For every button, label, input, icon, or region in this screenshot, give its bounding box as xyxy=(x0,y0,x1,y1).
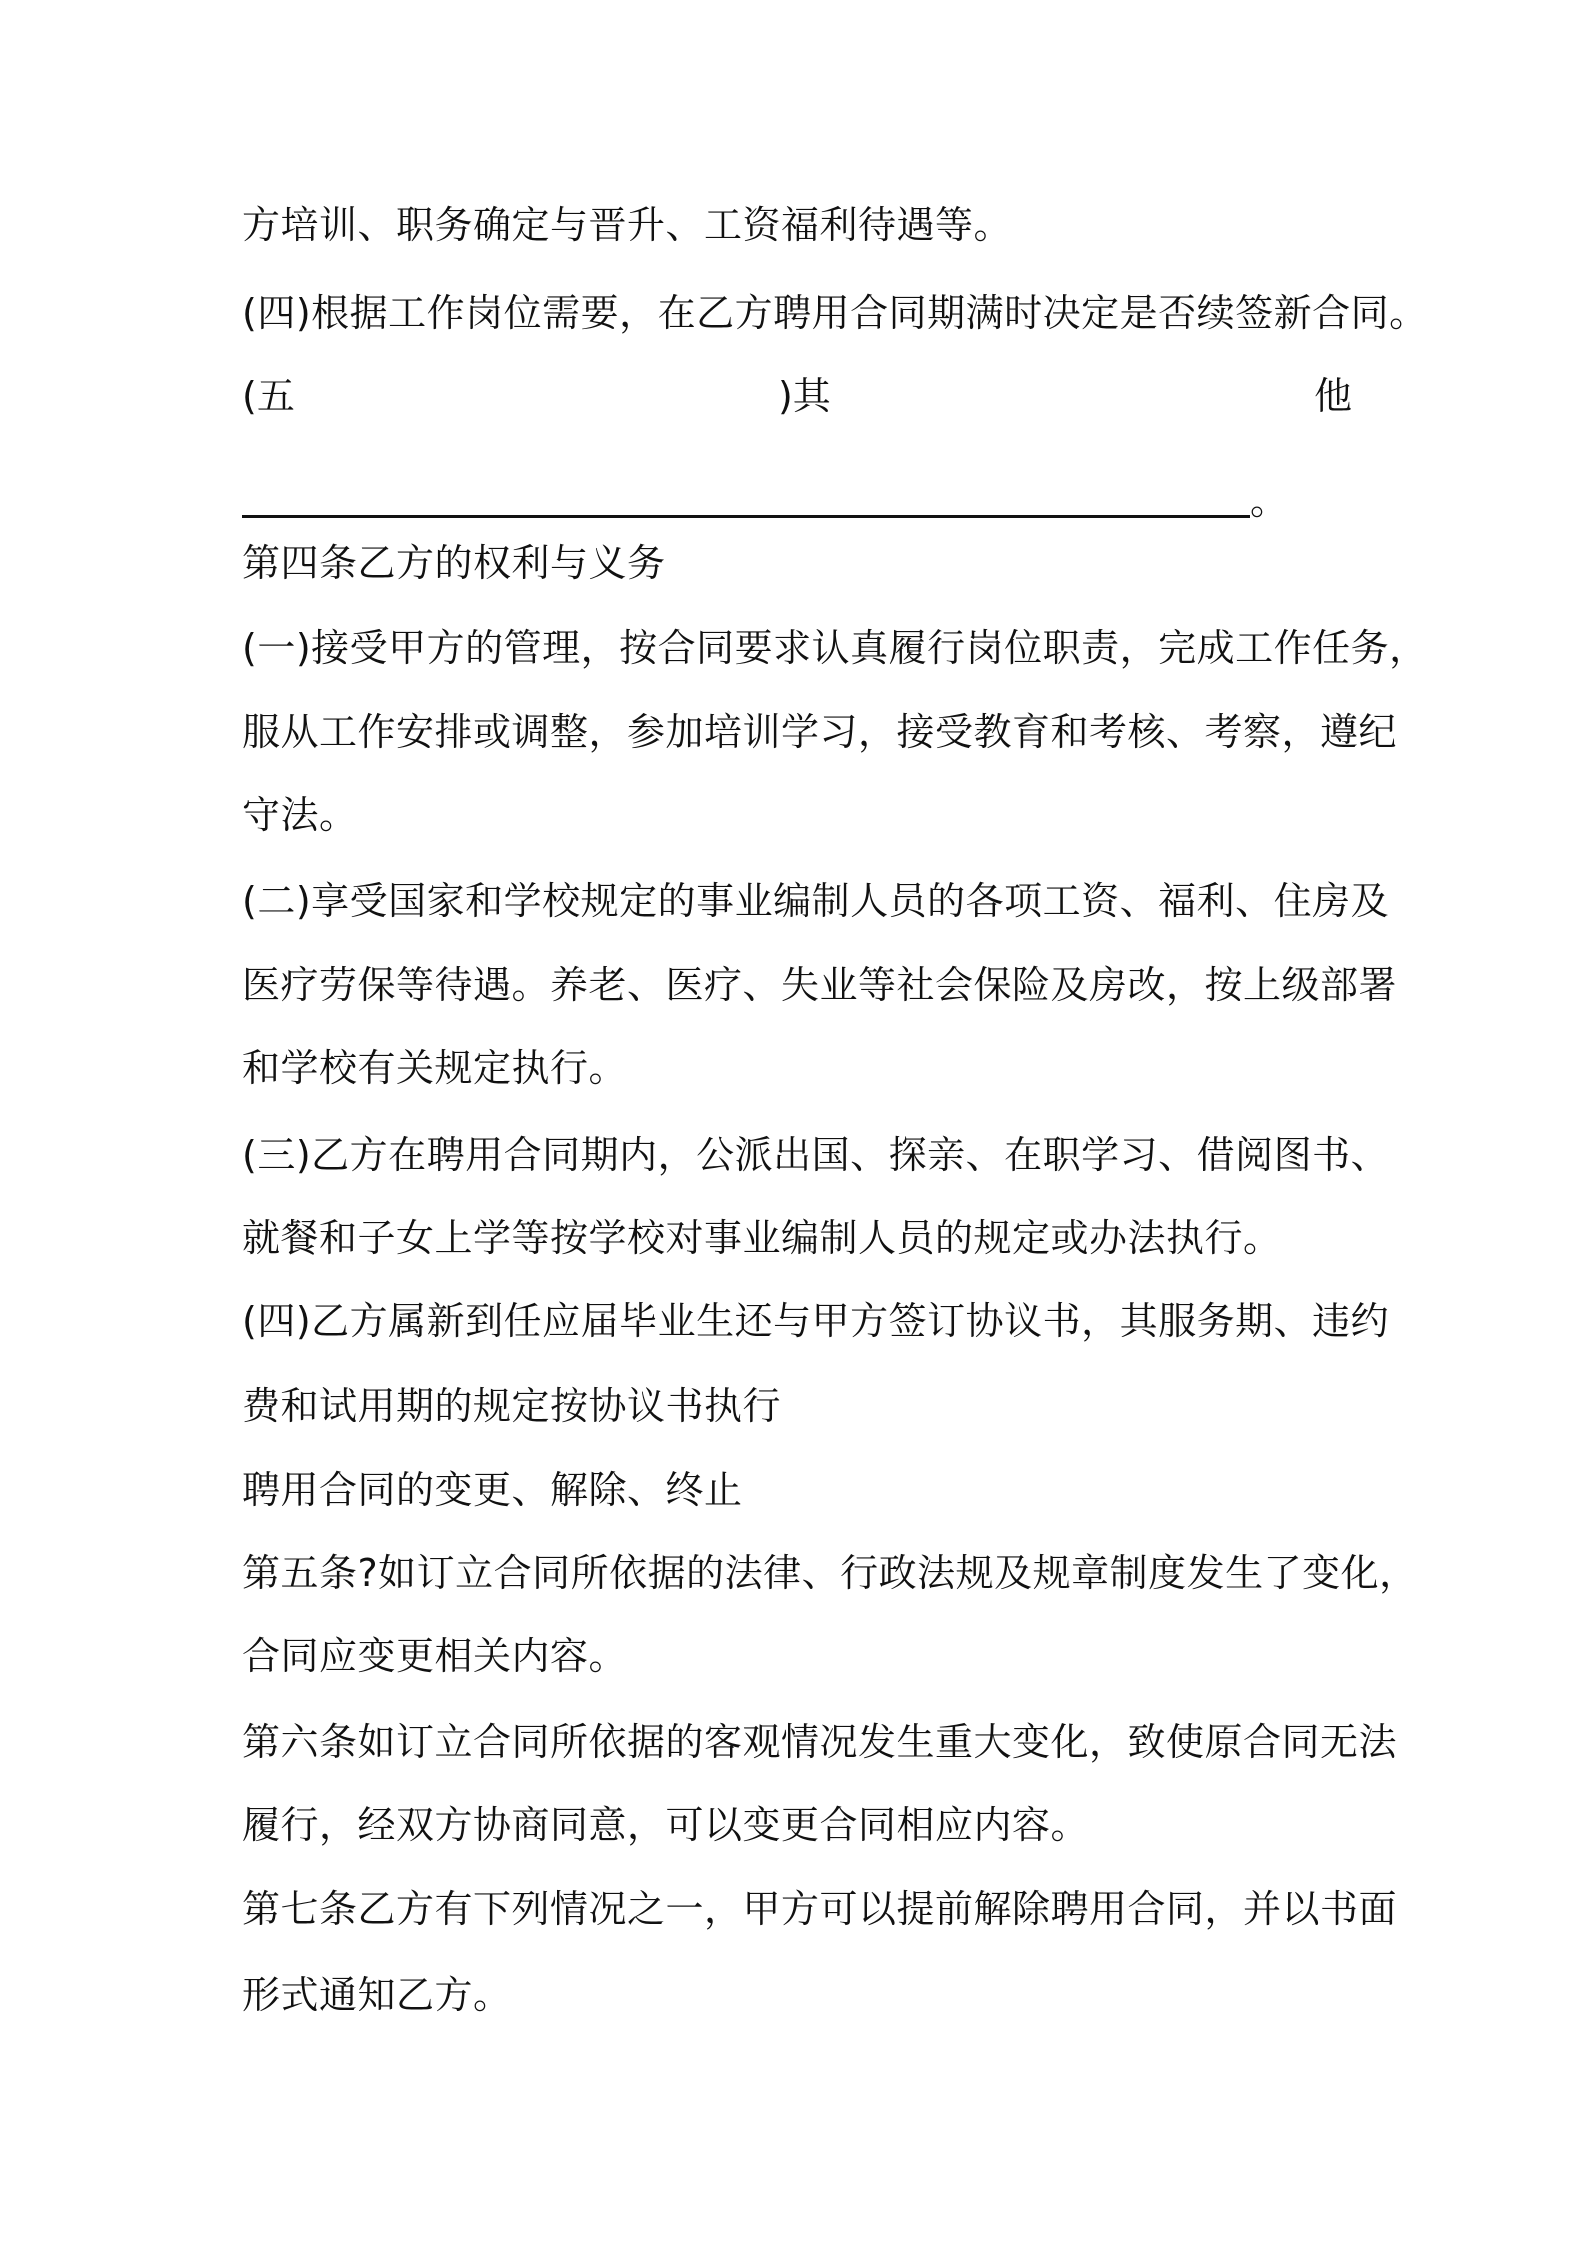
item-five-part: 他 xyxy=(1313,374,1352,418)
text-line: (一)接受甲方的管理，按合同要求认真履行岗位职责，完成工作任务， xyxy=(242,626,1428,670)
fill-in-blank xyxy=(242,476,1288,526)
text-line: (四)根据工作岗位需要，在乙方聘用合同期满时决定是否续签新合同。 xyxy=(242,291,1428,335)
text-line: 服从工作安排或调整，参加培训学习，接受教育和考核、考察，遵纪 xyxy=(242,710,1398,754)
text-line: (三)乙方在聘用合同期内，公派出国、探亲、在职学习、借阅图书、 xyxy=(242,1133,1390,1177)
blank-underline xyxy=(242,515,1250,518)
section-heading: 聘用合同的变更、解除、终止 xyxy=(242,1468,743,1512)
text-line: (四)乙方属新到任应届毕业生还与甲方签订协议书，其服务期、违约 xyxy=(242,1299,1390,1343)
text-line: 合同应变更相关内容。 xyxy=(242,1634,628,1678)
text-line: 第五条?如订立合同所依据的法律、行政法规及规章制度发生了变化， xyxy=(242,1551,1418,1595)
item-five-line xyxy=(242,371,1352,421)
text-line: 方培训、职务确定与晋升、工资福利待遇等。 xyxy=(242,203,1013,247)
text-line: 就餐和子女上学等按学校对事业编制人员的规定或办法执行。 xyxy=(242,1216,1282,1260)
text-line: 履行，经双方协商同意，可以变更合同相应内容。 xyxy=(242,1803,1090,1847)
text-line: 和学校有关规定执行。 xyxy=(242,1046,628,1090)
text-line: 守法。 xyxy=(242,793,358,837)
blank-end-mark: 。 xyxy=(1250,479,1289,523)
text-line: 第七条乙方有下列情况之一，甲方可以提前解除聘用合同，并以书面 xyxy=(242,1887,1398,1931)
text-line: 费和试用期的规定按协议书执行 xyxy=(242,1384,782,1428)
text-line: 医疗劳保等待遇。养老、医疗、失业等社会保险及房改，按上级部署 xyxy=(242,963,1398,1007)
section-heading: 第四条乙方的权利与义务 xyxy=(242,541,666,585)
item-five-part: (五 xyxy=(242,374,295,418)
text-line: (二)享受国家和学校规定的事业编制人员的各项工资、福利、住房及 xyxy=(242,879,1390,923)
text-line: 第六条如订立合同所依据的客观情况发生重大变化，致使原合同无法 xyxy=(242,1720,1398,1764)
text-line: 形式通知乙方。 xyxy=(242,1973,512,2017)
item-five-part: )其 xyxy=(777,374,831,418)
